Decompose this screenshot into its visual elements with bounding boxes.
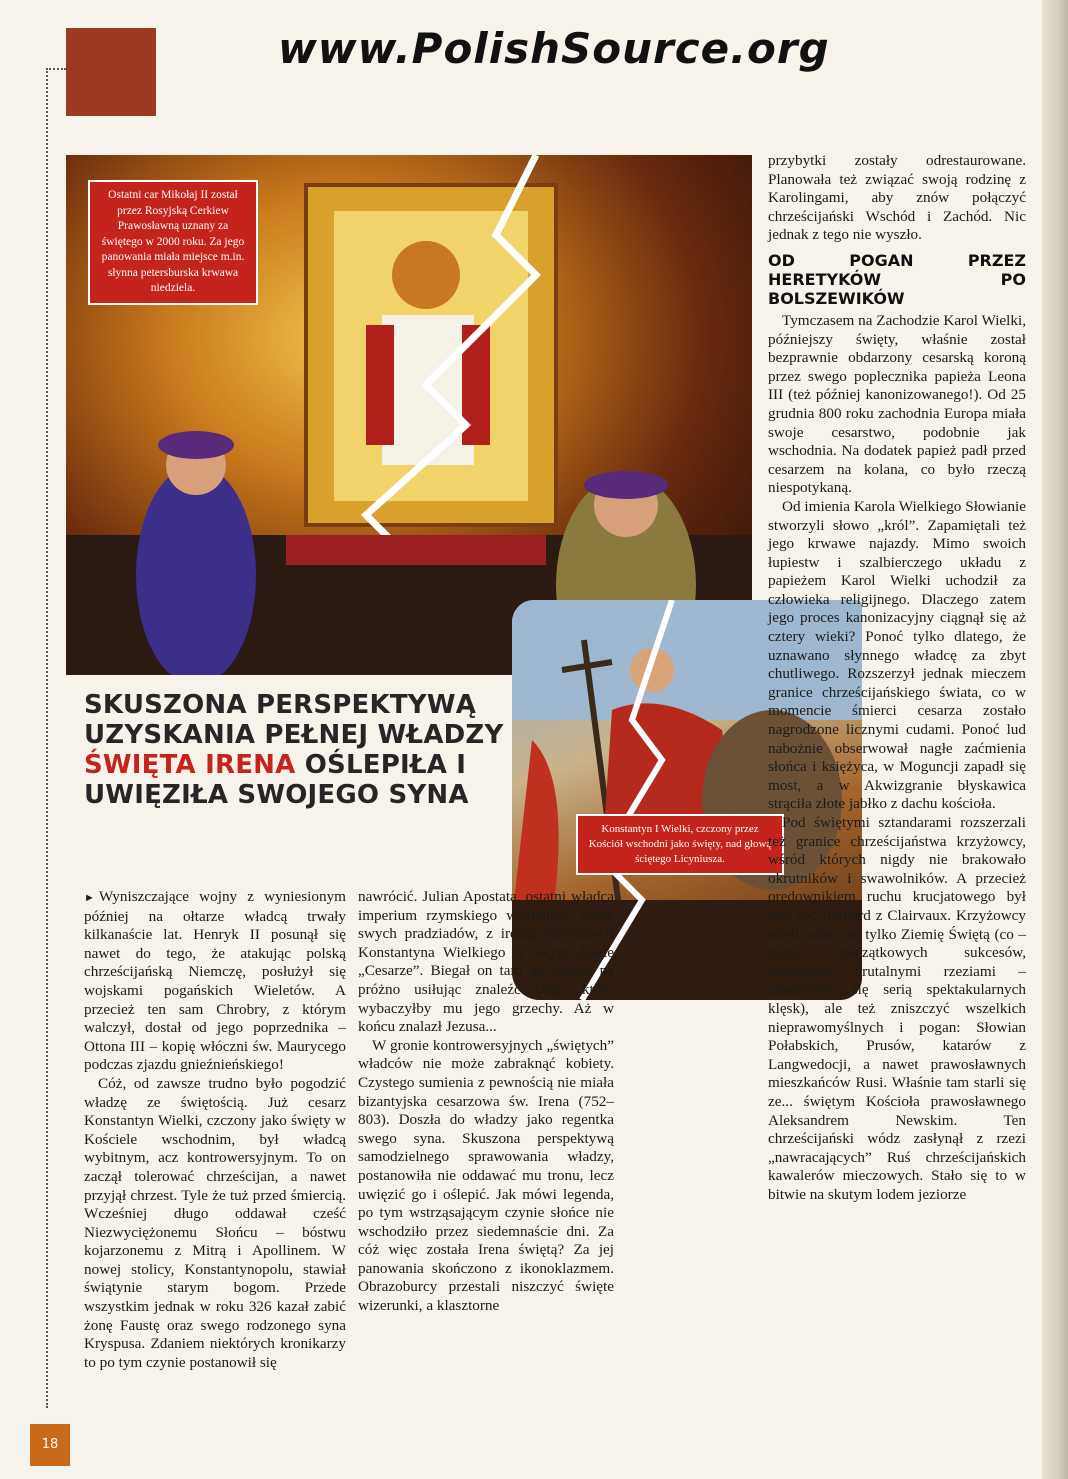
photo-caption-top: Ostatni car Mikołaj II został przez Rosyjską Cerkiew Prawosławną uznany za świętego w 2000 roku. Za jego panowania miała miejsce m.in. słynna petersburska krwawa niedziela.: [88, 180, 258, 305]
paragraph: nawrócić. Julian Apostata, ostatni władca imperium rzymskiego wyznający wiarę swych pradziadów, z ironią przedstawił Konstantyna Wielkiego w swym dziele „Cesarze”. Biegał on tam po niebie, na próżno usiłując znaleźć boga, który wybaczyłby mu jego grzechy. Aż w końcu znalazł Jezusa...: [358, 888, 614, 1036]
paragraph: [84, 888, 346, 1075]
column-1: [84, 888, 346, 1372]
column-2: [358, 888, 614, 1316]
paragraph: Od imienia Karola Wielkiego Słowianie stworzyli słowo „król”. Zapamiętali też jego krwawe najazdy. Mimo swoich łupiestw i szalbierczego układu z papieżem Karol Wielki uchodził za człowieka religijnego. Dlaczego zatem jego proces kanonizacyjny ciągnął się aż cztery wieki? Ponoć tylko dlatego, że uznawano słynnego władcę za zbyt chutliwego. Rozszerzył jednak mieczem granice chrześcijańskiego świata, co w momencie śmierci cesarza zostało nagrodzone licznymi cudami. Ponoć lud nabożnie obserwował nagłe zaćmienia słońca i księżyca, w Moguncji zapadł się most, a w Akwizgranie błyskawica strąciła złote jabłko z dachu kościoła.: [768, 497, 1026, 813]
watermark: www.PolishSource.org: [278, 24, 830, 73]
column-3: [768, 152, 1026, 1204]
article-headline: [84, 690, 544, 810]
headline-part-1: SKUSZONA PERSPEKTYWĄ UZYSKANIA PEŁNEJ WŁADZY: [84, 690, 504, 750]
page-edge: [1042, 0, 1068, 1479]
headline-part-red: ŚWIĘTA IRENA: [84, 750, 296, 780]
page-number: 18: [30, 1424, 70, 1466]
photo-caption-mid: Konstantyn I Wielki, czczony przez Kościół wschodni jako święty, nad głową ściętego Licyniusza.: [576, 814, 784, 875]
dotted-border: [46, 68, 48, 1408]
paragraph: Tymczasem na Zachodzie Karol Wielki, późniejszy święty, właśnie został bezprawnie obdarzony cesarską koroną przez swego poplecznika papieża Leona III (też później kanonizowanego!). Od 25 grudnia 800 roku zachodnia Europa miała swoje cesarstwo, podobnie jak wschodnia. Na dodatek papież padł przed cesarzem na kolana, co było rzeczą niespotykaną.: [768, 311, 1026, 497]
bullet-arrow-icon: ►: [84, 892, 95, 904]
paragraph: W gronie kontrowersyjnych „świętych” władców nie może zabraknąć kobiety. Czystego sumienia z pewnością nie miała bizantyjska cesarzowa św. Irena (752–803). Doszła do władzy jako regentka swego syna. Skuszona perspektywą samodzielnego sprawowania władzy, postanowiła nie oddawać mu tronu, lecz uwięzić go i oślepić. Jak mówi legenda, po tym wstrząsającym czynie słońce nie wschodziło przez siedemnaście dni. Za cóż więc została Irena świętą? Za jej panowania skończono z ikonoklazmem. Obrazoburcy przestali niszczyć święte wizerunki, a klasztorne: [358, 1036, 614, 1315]
paragraph: Cóż, od zawsze trudno było pogodzić władzę ze świętością. Już cesarz Konstantyn Wielki, czczony jako święty w Kościele wschodnim, był władcą wybitnym, acz kontrowersyjnym. To on zaczął tolerować chrześcijan, a nawet przyjął chrzest. Tyle że tuż przed śmiercią. Wcześniej długo oddawał cześć Niezwyciężonemu Słońcu – bóstwu kojarzonemu z Mitrą i Apollinem. W nowej stolicy, Konstantynopolu, stawiał świątynie starym bogom. Przede wszystkim jednak w roku 326 kazał zabić żonę Faustę oraz swego rodzonego syna Kryspusa. Zdaniem niektórych kronikarzy to po tym czynie postanowił się: [84, 1074, 346, 1371]
paragraph: przybytki zostały odrestaurowane. Planowała też związać swoją rodzinę z Karolingami, aby znów połączyć chrześcijański Wschód i Zachód. Nic jednak z tego nie wyszło.: [768, 152, 1026, 244]
paragraph: Pod świętymi sztandarami rozszerzali też granice chrześcijaństwa krzyżowcy, wśród których nigdy nie brakowało okrutników i swawolników. A przecież orędownikiem ruchu krucjatowego był sam św. Bernard z Clairvaux. Krzyżowcy mieli odbić nie tylko Ziemię Świętą (co – mimo początkowych sukcesów, skażonych brutalnymi rzeziami – zakończyło się serią spektakularnych klęsk), ale też zniszczyć wszelkich nieprawomyślnych i pogan: Słowian Połabskich, Prusów, katarów z Langwedocji, a nawet prawosławnych mieszkańców Rusi. Właśnie tam starli się ze... świętym Kościoła prawosławnego Aleksandrem Newskim. Ten chrześcijański wódz zasłynął z rzezi „nawracających” Ruś chrześcijańskich kawalerów mieczowych. Stało się to w bitwie na skutym lodem jeziorze: [768, 814, 1026, 1203]
paragraph-text: Wyniszczające wojny z wyniesionym później na ołtarze władcą trwały kilkanaście lat. Henryk II posunął się nawet do tego, że atakując polską chrześcijańską Niemczę, posłużył się wojskami pogańskich Wieletów. A przecież ten sam Chrobry, z którym walczył, dostał od jego poprzednika – Ottona III – kopię włóczni św. Maurycego podczas zjazdu gnieźnieńskiego!: [84, 888, 346, 1074]
headline-part-3: OŚLEPIŁA I UWIĘZIŁA SWOJEGO SYNA: [84, 750, 469, 810]
corner-color-block: [66, 28, 156, 116]
section-subheading: OD POGAN PRZEZ HERETYKÓW PO BOLSZEWIKÓW: [768, 250, 1026, 308]
dotted-border-top: [46, 68, 66, 70]
